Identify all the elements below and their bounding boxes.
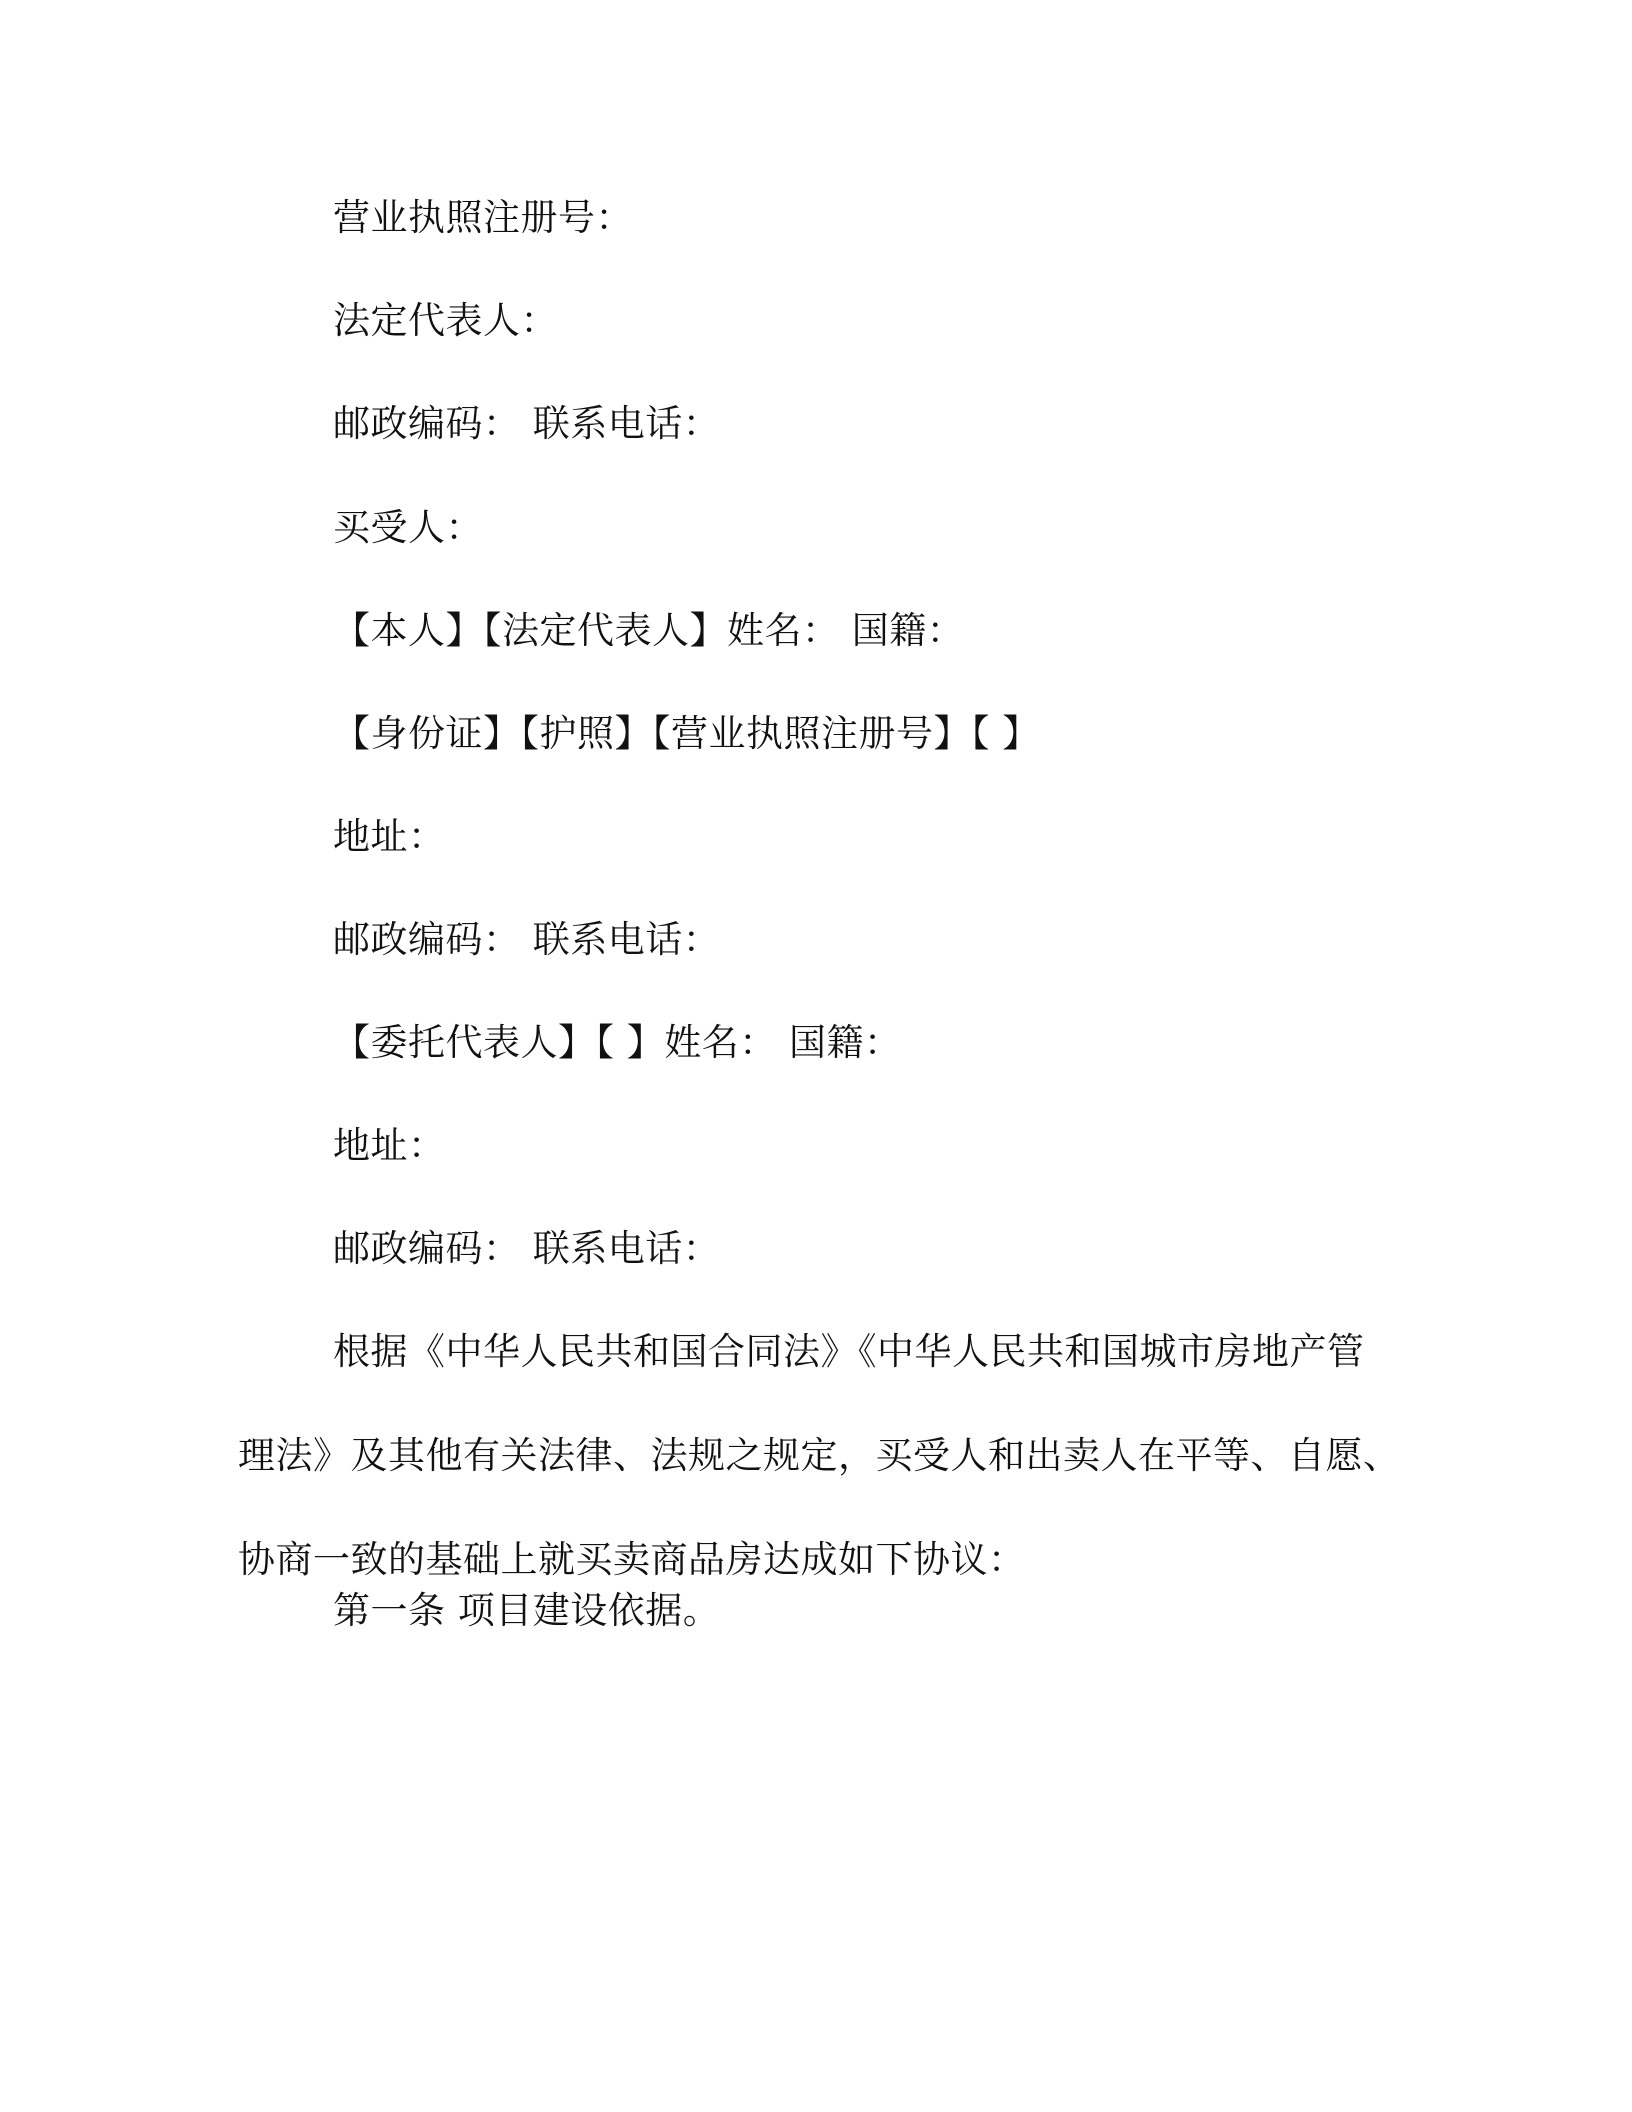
article-one-heading: 第一条 项目建设依据。 — [333, 1589, 721, 1632]
buyer-address-field: 地址： — [333, 815, 446, 858]
buyer-name-nationality-field: 【本人】【法定代表人】姓名： 国籍： — [333, 609, 965, 652]
agent-address-field: 地址： — [333, 1124, 446, 1167]
buyer-postal-phone-field: 邮政编码： 联系电话： — [333, 918, 721, 961]
preamble-line: 理法》及其他有关法律、法规之规定，买受人和出卖人在平等、自愿、 — [238, 1434, 1401, 1477]
business-license-number-field: 营业执照注册号： — [333, 196, 633, 239]
buyer-label: 买受人： — [333, 506, 483, 549]
preamble-line: 协商一致的基础上就买卖商品房达成如下协议： — [238, 1538, 1026, 1581]
agent-name-nationality-field: 【委托代表人】【 】姓名： 国籍： — [333, 1021, 902, 1064]
seller-postal-phone-field: 邮政编码： 联系电话： — [333, 402, 721, 445]
preamble-line: 根据《中华人民共和国合同法》《中华人民共和国城市房地产管 — [333, 1330, 1365, 1373]
legal-representative-field: 法定代表人： — [333, 299, 558, 342]
agent-postal-phone-field: 邮政编码： 联系电话： — [333, 1227, 721, 1270]
buyer-id-type-field: 【身份证】【护照】【营业执照注册号】【 】 — [333, 712, 1040, 755]
